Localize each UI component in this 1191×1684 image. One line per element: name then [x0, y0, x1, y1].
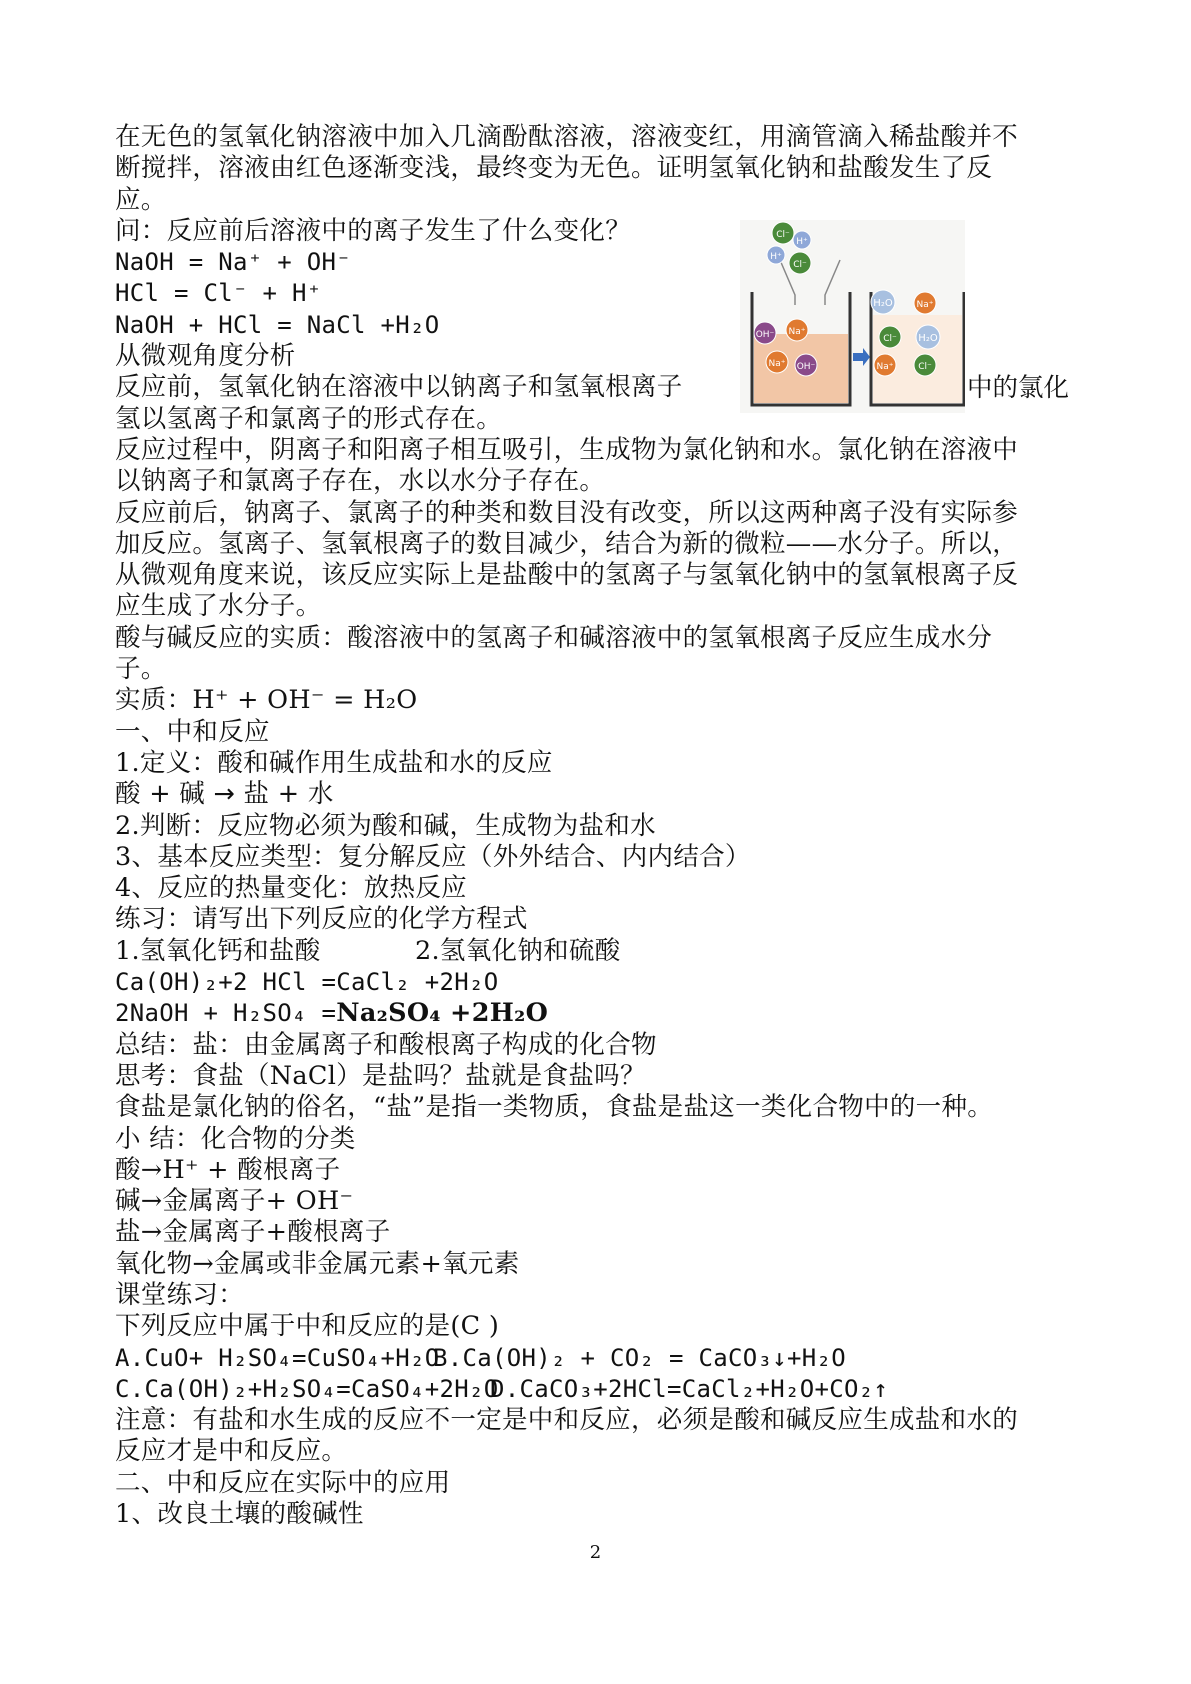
essence-paragraph: 酸与碱反应的实质：酸溶液中的氢离子和碱溶液中的氢氧根离子反应生成水分子。	[115, 622, 993, 685]
practice-answer-2-part-a: 2NaOH + H₂SO₄ =	[115, 999, 337, 1028]
dropper-ion-label-3: Cl⁻	[793, 260, 807, 270]
micro-heading: 从微观角度分析	[115, 341, 296, 372]
practice-answer-2-part-b: Na₂SO₄ +2H₂O	[336, 998, 549, 1029]
classification-oxide: 氧化物→金属或非金属元素+氧元素	[115, 1248, 520, 1279]
class-exercise-heading: 课堂练习：	[115, 1279, 245, 1310]
exercise-question: 下列反应中属于中和反应的是(C )	[115, 1311, 500, 1342]
equation-hcl: HCl = Cl⁻ + H⁺	[115, 279, 322, 308]
right-beaker-ion-label-2: Cl⁻	[883, 334, 897, 344]
before-reaction-tail: 中的氯化	[967, 373, 1070, 403]
definition-equation: 酸 + 碱 → 盐 + 水	[115, 779, 334, 810]
ion-reaction-figure	[740, 220, 965, 413]
judgement-line: 2.判断：反应物必须为酸和碱，生成物为盐和水	[115, 810, 656, 841]
note-paragraph: 注意：有盐和水生成的反应不一定是中和反应，必须是酸和碱反应生成盐和水的反应才是中和反应。	[115, 1405, 1019, 1467]
classification-salt: 盐→金属离子+酸根离子	[115, 1217, 391, 1248]
options-row-2	[115, 1374, 1095, 1405]
practice-item-2: 2.氢氧化钠和硫酸	[415, 935, 621, 966]
reaction-type-line: 3、基本反应类型：复分解反应（外外结合、内内结合）	[115, 841, 751, 872]
before-reaction-line: 反应前，氢氧化钠在溶液中以钠离子和氢氧根离子	[115, 372, 683, 403]
section-2-heading: 二、中和反应在实际中的应用	[115, 1467, 451, 1498]
page-number: 2	[589, 1542, 602, 1563]
before-reaction-continued: 氢以氢离子和氯离子的形式存在。	[115, 403, 503, 434]
right-beaker-ion-label-0: H₂O	[873, 298, 893, 309]
essence-equation: 实质：H⁺ + OH⁻ = H₂O	[115, 685, 418, 716]
classification-heading: 小 结：化合物的分类	[115, 1123, 356, 1154]
practice-item-1: 1.氢氧化钙和盐酸	[115, 935, 321, 966]
heat-change-line: 4、反应的热量变化：放热反应	[115, 873, 467, 904]
application-1: 1、改良土壤的酸碱性	[115, 1499, 364, 1530]
answer-line: 食盐是氯化钠的俗名，“盐”是指一类物质，食盐是盐这一类化合物中的一种。	[115, 1092, 994, 1123]
definition-line: 1.定义：酸和碱作用生成盐和水的反应	[115, 747, 553, 778]
right-beaker-ion-label-1: Na⁺	[916, 300, 934, 310]
practice-heading: 练习：请写出下列反应的化学方程式	[115, 904, 528, 935]
practice-items	[115, 936, 1095, 967]
classification-acid: 酸→H⁺ + 酸根离子	[115, 1154, 341, 1185]
dropper-ion-label-0: Cl⁻	[776, 230, 790, 240]
left-beaker-ion-label-3: OH⁻	[796, 362, 816, 372]
think-line: 思考：食盐（NaCl）是盐吗？盐就是食盐吗？	[115, 1060, 646, 1091]
equation-neutralization: NaOH + HCl = NaCl +H₂O	[115, 310, 440, 339]
question-line: 问：反应前后溶液中的离子发生了什么变化？	[115, 215, 632, 246]
equation-naoh: NaOH = Na⁺ + OH⁻	[115, 248, 351, 277]
right-beaker-ion-label-4: Na⁺	[876, 362, 894, 372]
right-beaker-ion-label-3: H₂O	[918, 333, 938, 344]
practice-answer-2	[115, 998, 1095, 1029]
intro-paragraph: 在无色的氢氧化钠溶液中加入几滴酚酞溶液，溶液变红，用滴管滴入稀盐酸并不断搅拌，溶液由红色逐渐变浅，最终变为无色。证明氢氧化钠和盐酸发生了反应。	[115, 122, 1019, 215]
options-row-1	[115, 1343, 1095, 1374]
summary-line: 总结：盐：由金属离子和酸根离子构成的化合物	[115, 1029, 657, 1060]
during-reaction-paragraph: 反应过程中，阴离子和阳离子相互吸引，生成物为氯化钠和水。氯化钠在溶液中以钠离子和氯离子存在，水以水分子存在。	[115, 434, 1019, 497]
option-b: B.Ca(OH)₂ + CO₂ = CaCO₃↓+H₂O	[433, 1343, 846, 1372]
option-c: C.Ca(OH)₂+H₂SO₄=CaSO₄+2H₂O	[115, 1374, 499, 1403]
dropper-ion-label-1: H⁺	[796, 237, 808, 247]
right-beaker-ion-label-5: Cl⁻	[918, 362, 932, 372]
classification-base: 碱→金属离子+ OH⁻	[115, 1186, 354, 1217]
left-beaker-ion-label-1: Na⁺	[788, 327, 806, 337]
section-1-heading: 一、中和反应	[115, 716, 270, 747]
option-a: A.CuO+ H₂SO₄=CuSO₄+H₂O	[115, 1343, 440, 1372]
left-beaker-ion-label-0: OH⁻	[755, 330, 775, 340]
dropper-ion-label-2: H⁺	[770, 252, 782, 262]
left-beaker-ion-label-2: Na⁺	[768, 359, 786, 369]
practice-answer-1: Ca(OH)₂+2 HCl =CaCl₂ +2H₂O	[115, 968, 499, 997]
option-d: D.CaCO₃+2HCl=CaCl₂+H₂O+CO₂↑	[490, 1374, 889, 1403]
after-reaction-paragraph: 反应前后，钠离子、氯离子的种类和数目没有改变，所以这两种离子没有实际参加反应。氢离子、氢氧根离子的数目减少，结合为新的微粒——水分子。所以，从微观角度来说，该反应实际上是盐酸中的氢离子与氢氧化钠中的氢氧根离子反应生成了水分子。	[115, 497, 1019, 622]
